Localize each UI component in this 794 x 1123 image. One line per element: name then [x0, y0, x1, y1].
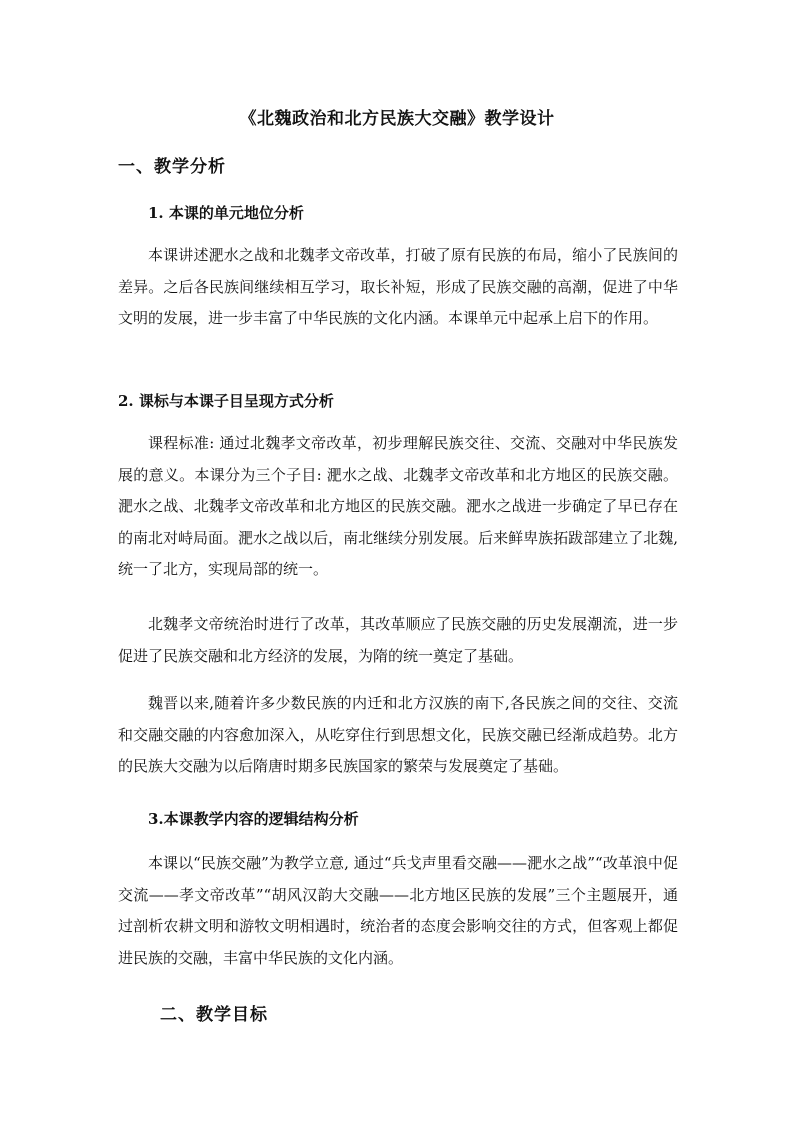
paragraph-unit-position: 本课讲述淝水之战和北魏孝文帝改革，打破了原有民族的布局，缩小了民族间的差异。之后各民族间继续相互学习，取长补短，形成了民族交融的高潮，促进了中华文明的发展，进一步丰富了中华民族的文化内涵。本课单元中起承上启下的作用。: [118, 246, 678, 327]
paragraph-logic-structure: 本课以“民族交融”为教学立意, 通过“兵戈声里看交融——淝水之战”“改革浪中促交流——孝文帝改革”“胡风汉韵大交融——北方地区民族的发展”三个主题展开，通过剖析农耕文明和游牧文明相遇时，统治者的态度会影响交往的方式，但客观上都促进民族的交融，丰富中华民族的文化内涵。: [118, 854, 678, 967]
document-title: 《北魏政治和北方民族大交融》教学设计: [239, 109, 555, 129]
paragraph-reform: 北魏孝文帝统治时进行了改革，其改革顺应了民族交融的历史发展潮流，进一步促进了民族交融和北方经济的发展，为隋的统一奠定了基础。: [118, 615, 678, 665]
section-heading-teaching-goals: 二、教学目标: [160, 1005, 268, 1025]
subsection-heading-unit-position: 1. 本课的单元地位分析: [148, 204, 304, 222]
paragraph-curriculum-standard: 课程标准: 通过北魏孝文帝改革，初步理解民族交往、交流、交融对中华民族发展的意义。本课分为三个子目: 淝水之战、北魏孝文帝改革和北方地区的民族交融。淝水之战、北魏孝文帝改革和北方地区的民族交融。淝水之战进一步确定了早已存在的南北对峙局面。淝水之战以后，南北继续分别发展。后来鲜卑族拓跋部建立了北魏,统一了北方，实现局部的统一。: [118, 434, 678, 578]
subsection-heading-logic-structure: 3.本课教学内容的逻辑结构分析: [148, 810, 359, 828]
section-heading-teaching-analysis: 一、教学分析: [118, 157, 226, 177]
subsection-heading-curriculum-standard: 2. 课标与本课子目呈现方式分析: [118, 392, 334, 410]
paragraph-ethnic-integration: 魏晋以来,随着许多少数民族的内迁和北方汉族的南下,各民族之间的交往、交流和交融交融的内容愈加深入，从吃穿住行到思想文化，民族交融已经渐成趋势。北方的民族大交融为以后隋唐时期多民族国家的繁荣与发展奠定了基础。: [118, 694, 678, 775]
